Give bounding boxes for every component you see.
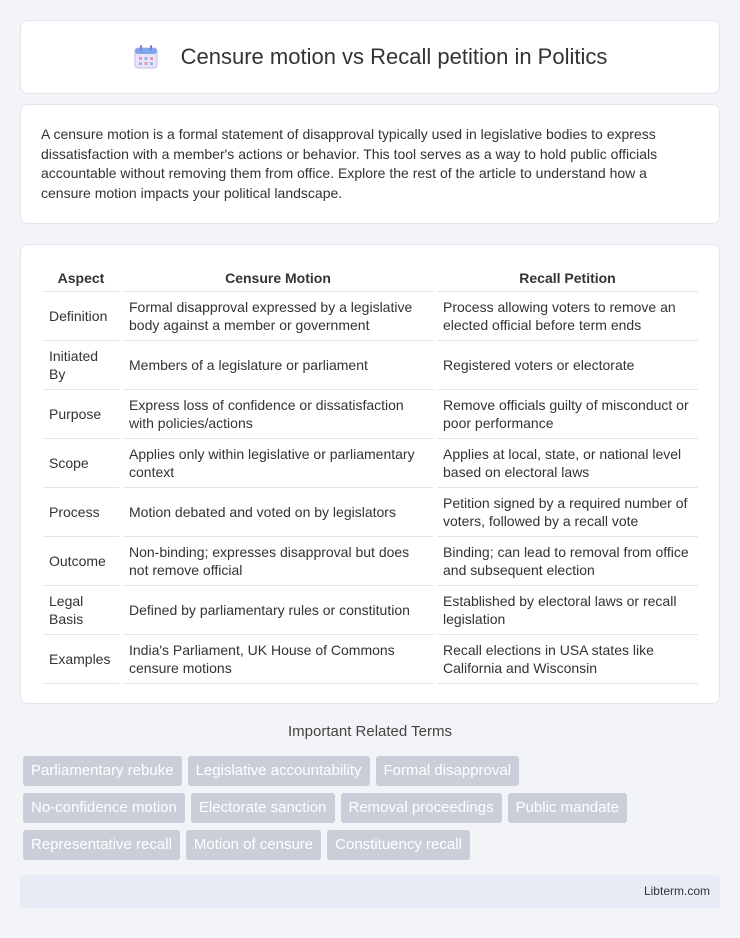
row-recall: Process allowing voters to remove an elected official before term ends <box>435 291 698 340</box>
row-censure: Applies only within legislative or parliamentary context <box>121 438 435 487</box>
row-censure: Motion debated and voted on by legislators <box>121 487 435 536</box>
table-header-row <box>43 265 698 291</box>
row-recall: Remove officials guilty of misconduct or poor performance <box>435 389 698 438</box>
related-terms <box>23 756 723 867</box>
row-censure: Express loss of confidence or dissatisfaction with policies/actions <box>121 389 435 438</box>
row-aspect: Definition <box>43 291 121 340</box>
table-row <box>43 340 698 389</box>
tag-row <box>23 793 723 823</box>
table-row <box>43 487 698 536</box>
row-aspect: Examples <box>43 634 121 683</box>
tag-row <box>23 756 723 786</box>
intro-card <box>20 104 720 224</box>
row-censure: Non-binding; expresses disapproval but does not remove official <box>121 536 435 585</box>
table-row <box>43 536 698 585</box>
tag-removal-proceedings[interactable]: Removal proceedings <box>341 793 502 823</box>
row-censure: Members of a legislature or parliament <box>121 340 435 389</box>
table-row <box>43 291 698 340</box>
row-recall: Applies at local, state, or national level based on electoral laws <box>435 438 698 487</box>
table-row <box>43 585 698 634</box>
header-censure-motion: Censure Motion <box>121 265 435 291</box>
tag-no-confidence-motion[interactable]: No-confidence motion <box>23 793 185 823</box>
calendar-icon <box>133 44 159 70</box>
related-terms-title: Important Related Terms <box>288 723 452 740</box>
row-aspect: Outcome <box>43 536 121 585</box>
table-row <box>43 634 698 683</box>
tag-legislative-accountability[interactable]: Legislative accountability <box>188 756 370 786</box>
header-recall-petition: Recall Petition <box>435 265 698 291</box>
comparison-card <box>20 244 720 704</box>
row-recall: Binding; can lead to removal from office and subsequent election <box>435 536 698 585</box>
header-aspect: Aspect <box>43 265 121 291</box>
table-row <box>43 389 698 438</box>
footer <box>20 875 720 908</box>
intro-text: A censure motion is a formal statement of disapproval typically used in legislative bodies to express dissatisfaction with a member's actions or behavior. This tool serves as a way to hold public officials accountable without removing them from office. Explore the rest of the article to understand how a censure motion impacts your political landscape. <box>41 126 658 201</box>
tag-constituency-recall[interactable]: Constituency recall <box>327 830 470 860</box>
tag-row <box>23 830 723 860</box>
row-recall: Petition signed by a required number of voters, followed by a recall vote <box>435 487 698 536</box>
table-row <box>43 438 698 487</box>
row-recall: Established by electoral laws or recall legislation <box>435 585 698 634</box>
row-censure: Formal disapproval expressed by a legislative body against a member or government <box>121 291 435 340</box>
tag-motion-of-censure[interactable]: Motion of censure <box>186 830 321 860</box>
tag-parliamentary-rebuke[interactable]: Parliamentary rebuke <box>23 756 182 786</box>
row-censure: India's Parliament, UK House of Commons censure motions <box>121 634 435 683</box>
row-aspect: Process <box>43 487 121 536</box>
tag-public-mandate[interactable]: Public mandate <box>508 793 627 823</box>
tag-electorate-sanction[interactable]: Electorate sanction <box>191 793 335 823</box>
comparison-table <box>43 265 698 684</box>
row-censure: Defined by parliamentary rules or constitution <box>121 585 435 634</box>
page-title: Censure motion vs Recall petition in Politics <box>180 44 608 69</box>
row-aspect: Purpose <box>43 389 121 438</box>
row-aspect: Scope <box>43 438 121 487</box>
tag-formal-disapproval[interactable]: Formal disapproval <box>376 756 520 786</box>
row-recall: Recall elections in USA states like California and Wisconsin <box>435 634 698 683</box>
row-aspect: Legal Basis <box>43 585 121 634</box>
tag-representative-recall[interactable]: Representative recall <box>23 830 180 860</box>
row-aspect: Initiated By <box>43 340 121 389</box>
footer-site-link[interactable]: Libterm.com <box>643 884 710 898</box>
title-card <box>20 20 720 94</box>
row-recall: Registered voters or electorate <box>435 340 698 389</box>
